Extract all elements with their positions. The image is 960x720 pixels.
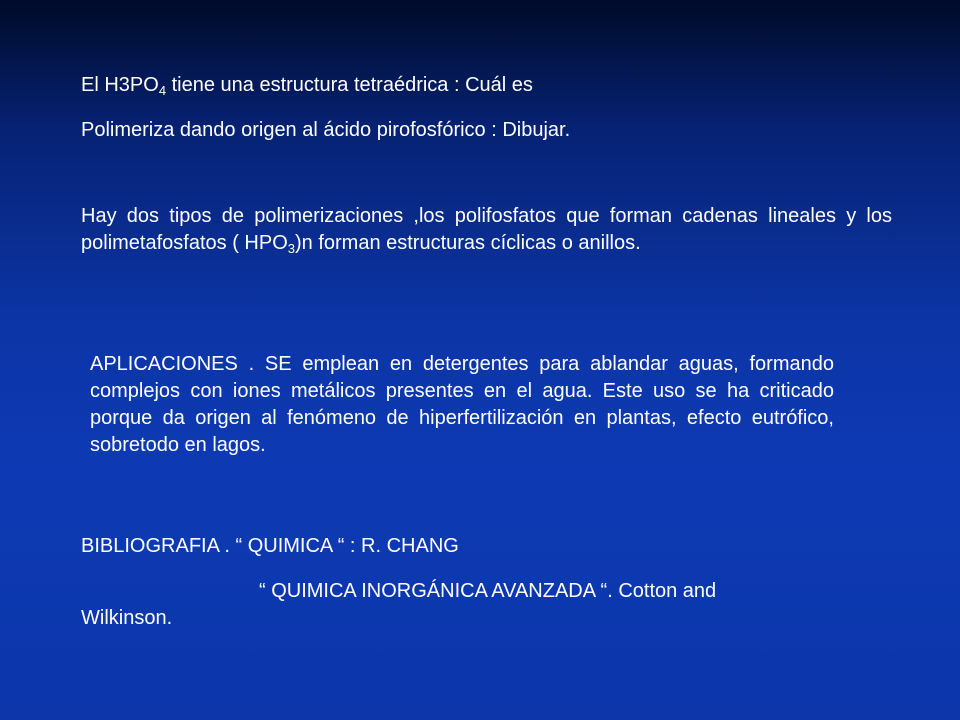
subscript-3: 3 (287, 241, 295, 256)
question-structure-suffix: tiene una estructura tetraédrica : Cuál es (166, 74, 533, 96)
polymerization-paragraph (81, 203, 892, 257)
subscript-4: 4 (158, 83, 167, 98)
polymerization-text-part1: Hay dos tipos de polimerizaciones ,los polifosfatos que forman cadenas lineales y los polimetafosfatos ( HPO (81, 205, 892, 254)
question-structure-prefix: El H3PO (81, 74, 159, 96)
question-structure (81, 73, 533, 97)
question-polymerization: Polimeriza dando origen al ácido pirofosfórico : Dibujar. (81, 119, 571, 141)
polymerization-text-part2: )n forman estructuras cíclicas o anillos. (294, 232, 641, 254)
applications-paragraph: APLICACIONES . SE emplean en detergentes para ablandar aguas, formando complejos con iones metálicos presentes en el agua. Este uso se ha criticado porque da origen al fenómeno de hiperfertilización en plantas, efecto eutrófico, sobretodo en lagos. (90, 353, 834, 456)
bibliography-line-2: “ QUIMICA INORGÁNICA AVANZADA “. Cotton and (259, 580, 717, 602)
bibliography-line-1: BIBLIOGRAFIA . “ QUIMICA “ : R. CHANG (81, 535, 459, 557)
bibliography-line-3: Wilkinson. (81, 607, 173, 629)
